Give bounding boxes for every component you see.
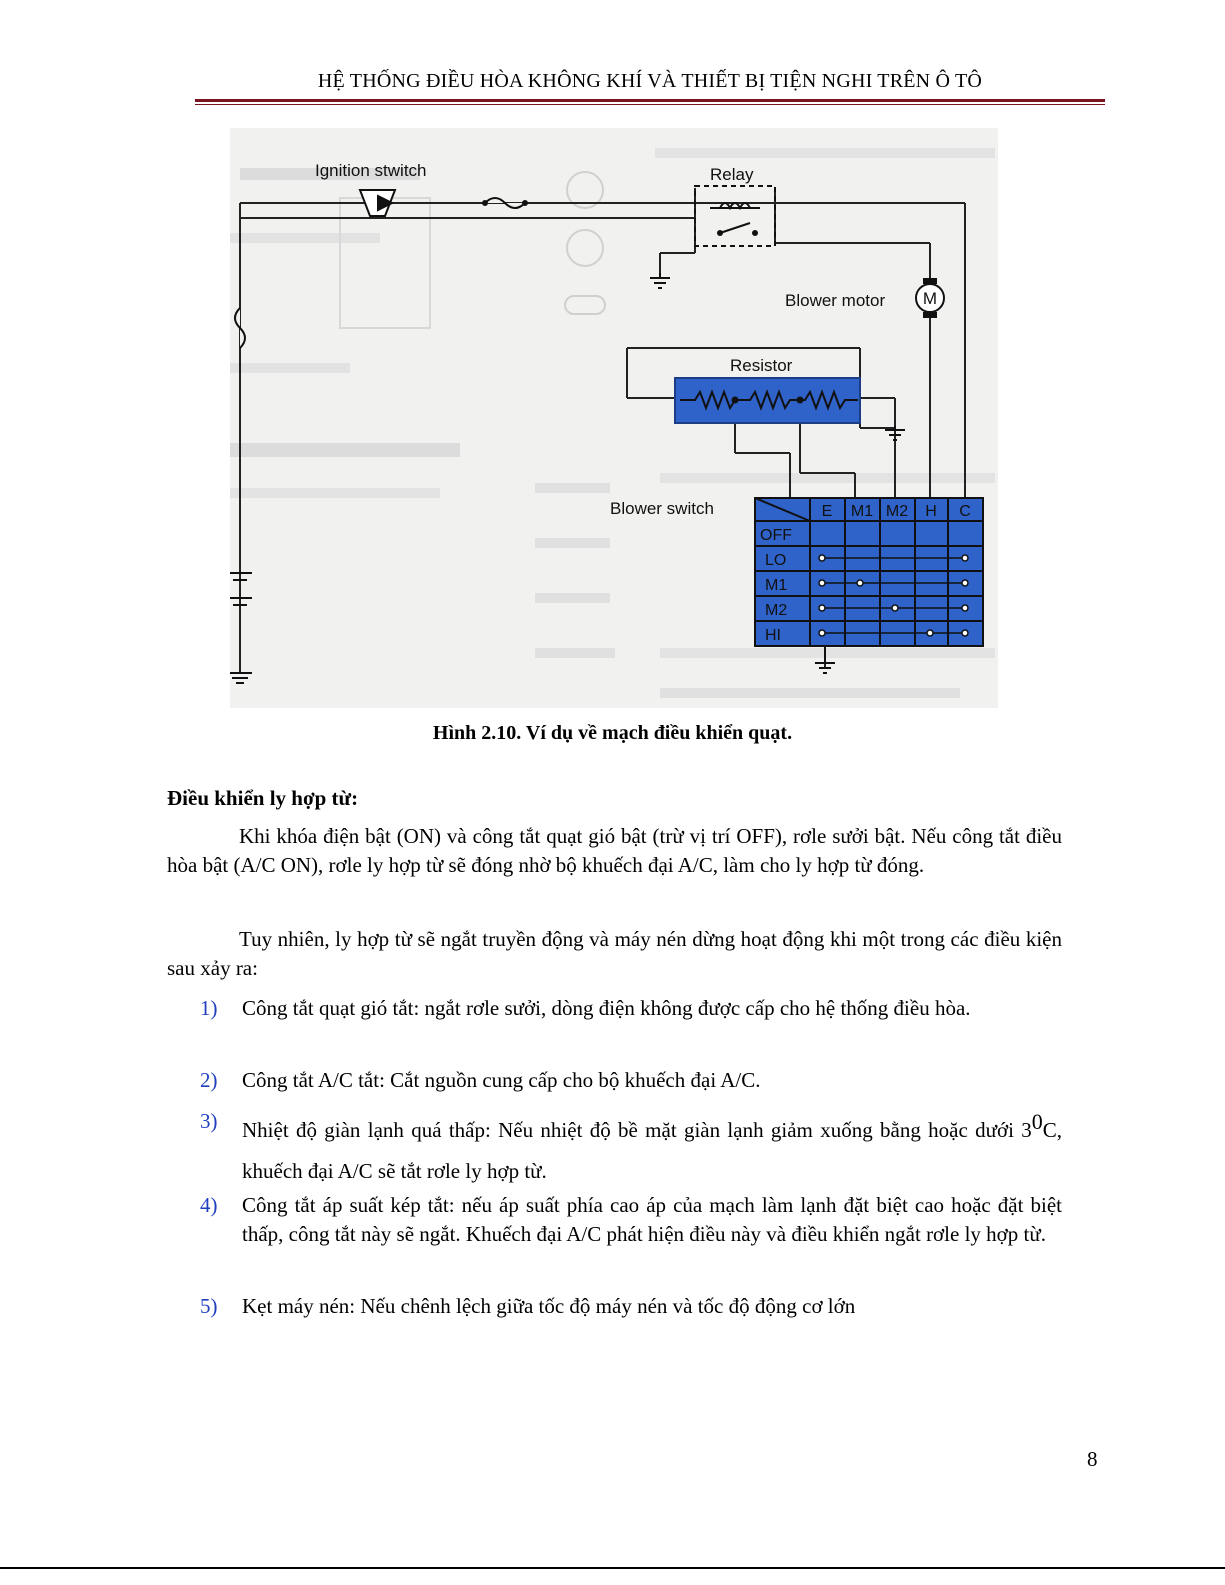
list-item-number: 4) — [200, 1193, 218, 1217]
paragraph-1-text: Khi khóa điện bật (ON) và công tắt quạt gió bật (trừ vị trí OFF), rơle sưởi bật. Nếu công tắt điều hòa bật (A/C ON), rơle ly hợp từ sẽ đóng nhờ bộ khuếch đại A/C, làm cho ly hợp từ đóng. — [167, 824, 1062, 877]
list-item-number: 2) — [200, 1068, 218, 1092]
figure-caption: Hình 2.10. Ví dụ về mạch điều khiển quạt. — [432, 722, 793, 744]
resistor-label: Resistor — [730, 356, 793, 375]
list-item-text: Công tắt A/C tắt: Cắt nguồn cung cấp cho bộ khuếch đại A/C. — [242, 1068, 761, 1092]
header-rule — [195, 99, 1105, 102]
list-item-text: Công tắt quạt gió tắt: ngắt rơle sưởi, dòng điện không được cấp cho hệ thống điều hòa. — [242, 996, 971, 1020]
section-title: Điều khiển ly hợp từ: — [167, 786, 359, 810]
motor-symbol-label: M — [922, 289, 938, 308]
blower-motor-label: Blower motor — [785, 291, 886, 310]
list-item-text-before: Nhiệt độ giàn lạnh quá thấp: Nếu nhiệt độ bề mặt giàn lạnh giảm xuống bằng hoặc dưới 3 — [242, 1118, 1032, 1142]
row-lo: LO — [765, 552, 787, 569]
col-c: C — [959, 503, 971, 520]
col-m1: M1 — [850, 503, 874, 520]
row-hi: HI — [765, 627, 781, 644]
paragraph-2 — [167, 925, 1062, 983]
paragraph-1 — [167, 822, 1062, 880]
list-item-number: 5) — [200, 1294, 218, 1318]
row-m2: M2 — [765, 602, 788, 619]
paragraph-2-text: Tuy nhiên, ly hợp từ sẽ ngắt truyền động và máy nén dừng hoạt động khi một trong các điều kiện sau xảy ra: — [167, 927, 1062, 980]
col-m2: M2 — [885, 503, 909, 520]
col-h: H — [925, 503, 937, 520]
blower-switch-label: Blower switch — [610, 499, 714, 518]
col-e: E — [821, 503, 833, 520]
list-item-number: 3) — [200, 1109, 218, 1133]
list-item-text — [242, 1101, 1062, 1192]
list-item-text-after: C, khuếch đại A/C sẽ tắt rơle ly hợp từ. — [242, 1118, 1062, 1183]
list-item-text: Công tắt áp suất kép tắt: nếu áp suất phía cao áp của mạch làm lạnh đặt biệt cao hoặc đặt biệt thấp, công tắt này sẽ ngắt. Khuếch đại A/C phát hiện điều này và điều khiển ngắt rơle ly hợp từ. — [242, 1193, 1062, 1246]
bottom-rule — [0, 1567, 1225, 1569]
row-off: OFF — [760, 527, 792, 544]
circuit-diagram — [230, 128, 998, 708]
list-item-number: 1) — [200, 996, 218, 1020]
ignition-switch-label: Ignition stwitch — [315, 161, 427, 180]
relay-label: Relay — [710, 165, 754, 184]
page-header-title: HỆ THỐNG ĐIỀU HÒA KHÔNG KHÍ VÀ THIẾT BỊ TIỆN NGHI TRÊN Ô TÔ — [317, 70, 983, 92]
list-item-text: Kẹt máy nén: Nếu chênh lệch giữa tốc độ máy nén và tốc độ động cơ lớn — [242, 1294, 856, 1318]
row-m1: M1 — [765, 577, 788, 594]
blower-switch-table — [755, 498, 983, 673]
circuit-figure — [230, 128, 998, 708]
header-rule-thin — [195, 104, 1105, 105]
page-number: 8 — [1087, 1447, 1098, 1471]
degree-superscript: 0 — [1031, 1109, 1043, 1134]
